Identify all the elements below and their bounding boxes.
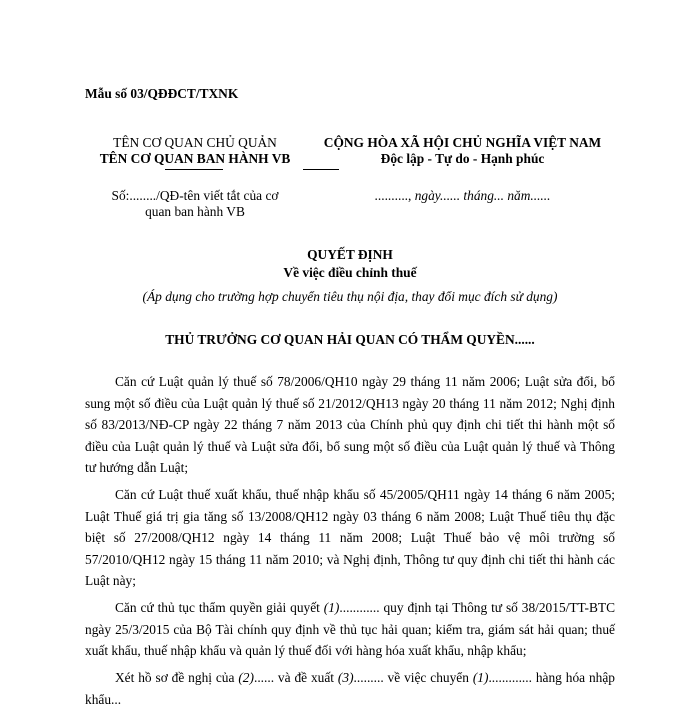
legal-basis-paragraph-2: Căn cứ Luật thuế xuất khẩu, thuế nhập khẩu số 45/2005/QH11 ngày 14 tháng 6 năm 2005; Luật Thuế giá trị gia tăng số 13/2008/QH12 ngày 03 tháng 6 năm 2008; Luật Thuế tiêu thụ đặc biệt số 27/2008/QH12 ngày 14 tháng 11 năm 2008; Luật Thuế bảo vệ môi trường số 57/2010/QH12 ngày 15 tháng 11 năm 2010; và Nghị định, Thông tư quy định chi tiết thi hành các Luật này; (85, 487, 615, 588)
applicability-note: (Áp dụng cho trường hợp chuyển tiêu thụ nội địa, thay đổi mục đích sử dụng) (142, 289, 558, 304)
p4-ref-1: (2) (238, 670, 254, 685)
decision-subtitle: Về việc điều chỉnh thuế (283, 265, 417, 280)
place-date (310, 188, 615, 204)
p3-ref: (1) (323, 600, 340, 615)
p4-text-c: ......... về việc chuyển (353, 670, 473, 685)
national-motto: Độc lập - Tự do - Hạnh phúc (380, 151, 545, 166)
p3-text-a: Căn cứ thủ tục thẩm quyền giải quyết (115, 600, 324, 615)
form-code: Mẫu số 03/QĐĐCT/TXNK (85, 86, 239, 101)
p4-text-d: ............. hàng hóa nhập khẩu... (85, 670, 615, 707)
agency-underline (165, 169, 223, 170)
document-number: Số:......../QĐ-tên viết tắt của cơ (111, 188, 279, 203)
document-number-cont: quan ban hành VB (145, 204, 245, 219)
legal-basis-paragraph-3 (85, 597, 615, 662)
date-text: ngày...... tháng... năm...... (414, 188, 551, 203)
motto-underline (303, 169, 339, 170)
p4-ref-2: (3) (337, 670, 354, 685)
decision-title: QUYẾT ĐỊNH (307, 247, 393, 262)
p4-ref-3: (1) (472, 670, 489, 685)
national-title: CỘNG HÒA XÃ HỘI CHỦ NGHĨA VIỆT NAM (323, 135, 602, 150)
p4-text-a: Xét hồ sơ đề nghị của (115, 670, 239, 685)
legal-basis-paragraph-1: Căn cứ Luật quản lý thuế số 78/2006/QH10 ngày 29 tháng 11 năm 2006; Luật sửa đổi, bổ sung một số điều của Luật quản lý thuế số 21/2012/QH13 ngày 20 tháng 11 năm 2012; Nghị định số 83/2013/NĐ-CP ngày 22 tháng 7 năm 2013 của Chính phủ quy định chi tiết thi hành một số điều của Luật quản lý thuế và Luật sửa đổi, bổ sung một số điều của Luật quản lý thuế và Thông tư hướng dẫn Luật; (85, 374, 615, 475)
review-paragraph (85, 667, 615, 710)
authority-heading: THỦ TRƯỞNG CƠ QUAN HẢI QUAN CÓ THẨM QUYỀN...... (165, 332, 535, 347)
p4-text-b: ...... và đề xuất (253, 670, 338, 685)
p3-text-b: ............ quy định tại Thông tư số 38/2015/TT-BTC ngày 25/3/2015 của Bộ Tài chính quy định về thủ tục hải quan; kiểm tra, giám sát hải quan; thuế xuất khẩu, thuế nhập khẩu và quản lý thuế đối với hàng hóa xuất khẩu, nhập khẩu; (85, 600, 615, 658)
parent-agency-name: TÊN CƠ QUAN CHỦ QUẢN (113, 135, 277, 150)
place-date-prefix: .........., (374, 188, 415, 203)
issuing-agency-name: TÊN CƠ QUAN BAN HÀNH VB (99, 151, 291, 166)
